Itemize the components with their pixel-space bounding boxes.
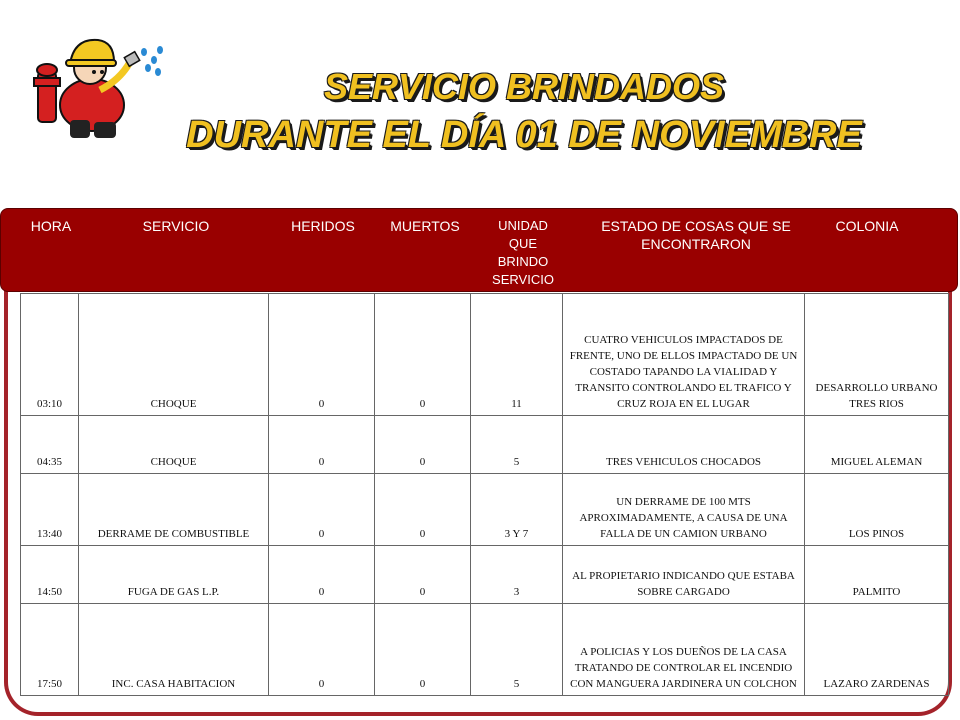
table-row bbox=[21, 416, 949, 474]
cell-unidad: 5 bbox=[471, 416, 563, 474]
cell-estado: AL PROPIETARIO INDICANDO QUE ESTABA SOBRE CARGADO bbox=[563, 546, 805, 604]
column-header-estado: ESTADO DE COSAS QUE SE ENCONTRARON bbox=[601, 218, 791, 252]
cell-servicio: INC. CASA HABITACION bbox=[79, 604, 269, 696]
cell-unidad: 3 Y 7 bbox=[471, 474, 563, 546]
cell-muertos: 0 bbox=[375, 546, 471, 604]
column-header-muertos: MUERTOS bbox=[390, 218, 460, 234]
cell-hora: 14:50 bbox=[21, 546, 79, 604]
cell-unidad: 3 bbox=[471, 546, 563, 604]
cell-estado: A POLICIAS Y LOS DUEÑOS DE LA CASA TRATANDO DE CONTROLAR EL INCENDIO CON MANGUERA JARDINERA UN COLCHON bbox=[563, 604, 805, 696]
table-row bbox=[21, 604, 949, 696]
cell-heridos: 0 bbox=[269, 546, 375, 604]
cell-colonia: LAZARO ZARDENAS bbox=[805, 604, 949, 696]
cell-hora: 13:40 bbox=[21, 474, 79, 546]
page-title: SERVICIO BRINDADOS bbox=[323, 66, 725, 107]
column-header-heridos: HERIDOS bbox=[291, 218, 355, 234]
cell-heridos: 0 bbox=[269, 604, 375, 696]
table-header bbox=[0, 208, 958, 292]
page-subtitle: DURANTE EL DÍA 01 DE NOVIEMBRE bbox=[186, 114, 862, 156]
cell-colonia: LOS PINOS bbox=[805, 474, 949, 546]
cell-servicio: CHOQUE bbox=[79, 416, 269, 474]
cell-colonia: DESARROLLO URBANO TRES RIOS bbox=[805, 294, 949, 416]
column-header-servicio: SERVICIO bbox=[142, 218, 210, 234]
cell-servicio: FUGA DE GAS L.P. bbox=[79, 546, 269, 604]
cell-muertos: 0 bbox=[375, 474, 471, 546]
cell-colonia: PALMITO bbox=[805, 546, 949, 604]
cell-unidad: 5 bbox=[471, 604, 563, 696]
table-row bbox=[21, 474, 949, 546]
cell-servicio: DERRAME DE COMBUSTIBLE bbox=[79, 474, 269, 546]
column-header-unidad: UNIDAD QUE BRINDO SERVICIO bbox=[492, 218, 554, 287]
cell-servicio: CHOQUE bbox=[79, 294, 269, 416]
cell-muertos: 0 bbox=[375, 604, 471, 696]
cell-unidad: 11 bbox=[471, 294, 563, 416]
table-row bbox=[21, 294, 949, 416]
table-row bbox=[21, 546, 949, 604]
cell-muertos: 0 bbox=[375, 416, 471, 474]
cell-estado: CUATRO VEHICULOS IMPACTADOS DE FRENTE, UNO DE ELLOS IMPACTADO DE UN COSTADO TAPANDO LA VIALIDAD Y TRANSITO CONTROLANDO EL TRAFICO Y CRUZ ROJA EN EL LUGAR bbox=[563, 294, 805, 416]
column-header-hora: HORA bbox=[30, 218, 72, 234]
cell-estado: UN DERRAME DE 100 MTS APROXIMADAMENTE, A CAUSA DE UNA FALLA DE UN CAMION URBANO bbox=[563, 474, 805, 546]
cell-heridos: 0 bbox=[269, 294, 375, 416]
cell-heridos: 0 bbox=[269, 474, 375, 546]
cell-hora: 04:35 bbox=[21, 416, 79, 474]
cell-colonia: MIGUEL ALEMAN bbox=[805, 416, 949, 474]
column-header-colonia: COLONIA bbox=[835, 218, 899, 234]
cell-estado: TRES VEHICULOS CHOCADOS bbox=[563, 416, 805, 474]
cell-heridos: 0 bbox=[269, 416, 375, 474]
services-table bbox=[20, 293, 949, 696]
cell-hora: 17:50 bbox=[21, 604, 79, 696]
cell-muertos: 0 bbox=[375, 294, 471, 416]
cell-hora: 03:10 bbox=[21, 294, 79, 416]
